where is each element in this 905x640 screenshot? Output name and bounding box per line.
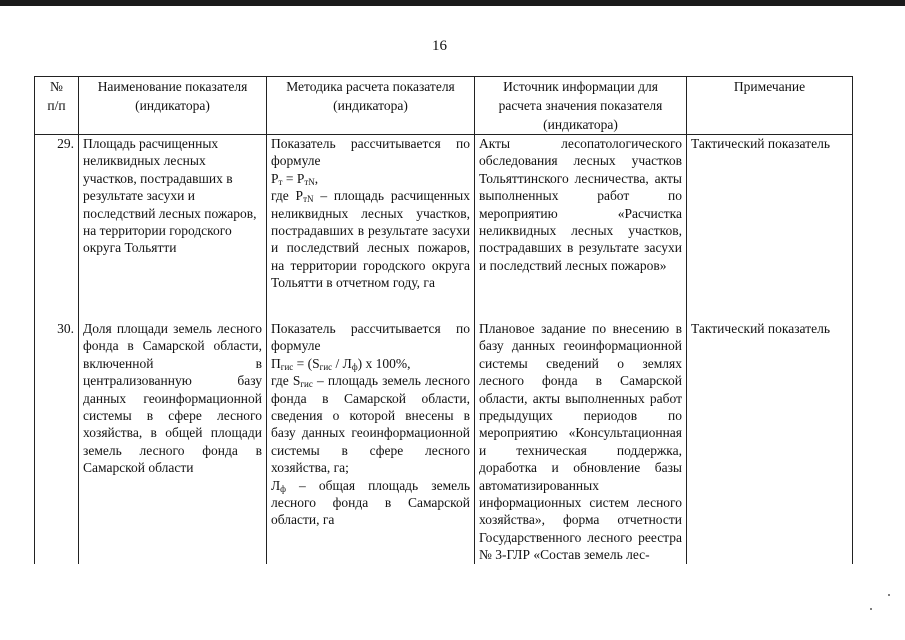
formula-mid1: = (S [293,355,320,371]
row-number: 29. [35,135,79,321]
page-number: 16 [432,38,447,54]
formula-s-subscript: гис [319,361,333,372]
definition2-start: Л [271,477,281,493]
header-name-line2: (индикатора) [135,98,210,113]
header-note-text: Примечание [733,79,806,94]
indicator-name: Доля площади земель лесного фонда в Самарской области, включенной в централизованную базу данных геоинформационной системы в сфере лесного хозяйства, в общей площади земель лесного фонда в Самарской области [79,320,267,564]
header-source-line3: (индикатора) [543,117,618,132]
scan-speck [888,594,890,596]
formula-end: , [314,170,319,186]
header-source-line1: Источник информации для [503,79,658,94]
note: Тактический показатель [687,320,853,564]
header-number-line2: п/п [47,98,66,113]
header-method-line2: (индикатора) [333,98,408,113]
header-information-source [475,77,687,135]
header-name-line1: Наименование показателя [97,79,248,94]
calculation-method [267,135,475,321]
formula-end: ) х 100%, [357,355,411,371]
definition2-rest: – общая площадь земель лесного фонда в Самарской области, га [271,477,470,528]
definition-rest: – площадь расчищенных неликвидных лесных участков, пострадавших в результате засухи и последствий лесных пожаров, на территории городского округа Тольятти в отчетном году, га [271,188,470,291]
calculation-method [267,320,475,564]
formula-mid2: / Л [332,355,352,371]
note: Тактический показатель [687,135,853,321]
method-intro: Показатель рассчитывается по формуле [271,321,470,354]
definition1-rest: – площадь земель лесного фонда в Самарской области, сведения о которой внесены в базу данных геоинформационной системы в сфере лесного хозяйства, га; [271,373,470,476]
header-note [687,77,853,135]
indicators-table [34,76,853,564]
definition1-start: где S [271,373,301,389]
formula-rhs: Р [296,170,305,186]
method-intro: Показатель рассчитывается по формуле [271,136,470,169]
formula [271,355,470,372]
table-header-row [35,77,853,135]
formula [271,170,470,187]
header-calculation-method [267,77,475,135]
definition-subscript: тN [303,194,314,205]
indicator-name: Площадь расчищенных неликвидных лесных участков, пострадавших в результате засухи и последствий лесных пожаров, на территории городского округа Тольятти [79,135,267,321]
definition-start: где Р [271,188,304,204]
formula-p-subscript: гис [280,361,294,372]
information-source: Акты лесопатологического обследования лесных участков Тольяттинского лесничества, акты выполненных работ по мероприятию «Расчистка неликвидных лесных участков, пострадавших в результате засухи и последствий лесных пожаров» [475,135,687,321]
header-source-line2: расчета значения показателя [498,98,663,113]
formula-p: П [271,355,281,371]
row-number: 30. [35,320,79,564]
table-row [35,135,853,321]
scan-top-border [0,0,905,6]
header-number-line1: № [50,79,63,94]
formula-l-subscript: ф [351,361,358,372]
definition2-subscript: ф [280,483,286,494]
scan-speck [870,608,872,610]
formula-lhs: Р [271,170,279,186]
header-indicator-name [79,77,267,135]
formula-equals: = [282,170,297,186]
formula-rhs-subscript: тN [304,176,315,187]
definition1-subscript: гис [300,379,313,390]
formula-lhs-subscript: т [278,176,283,187]
table-row [35,320,853,564]
header-method-line1: Методика расчета показателя [286,79,455,94]
information-source: Плановое задание по внесению в базу данных геоинформационной системы сведений о землях лесного фонда в Самарской области, акты выполненных работ предыдущих периодов по мероприятию «Консультационная и техническая поддержка, доработка и обновление базы автоматизированных информационных систем лесного хозяйства», форма отчетности Государственного лесного реестра № 3-ГЛР «Состав земель лес- [475,320,687,564]
header-number [35,77,79,135]
